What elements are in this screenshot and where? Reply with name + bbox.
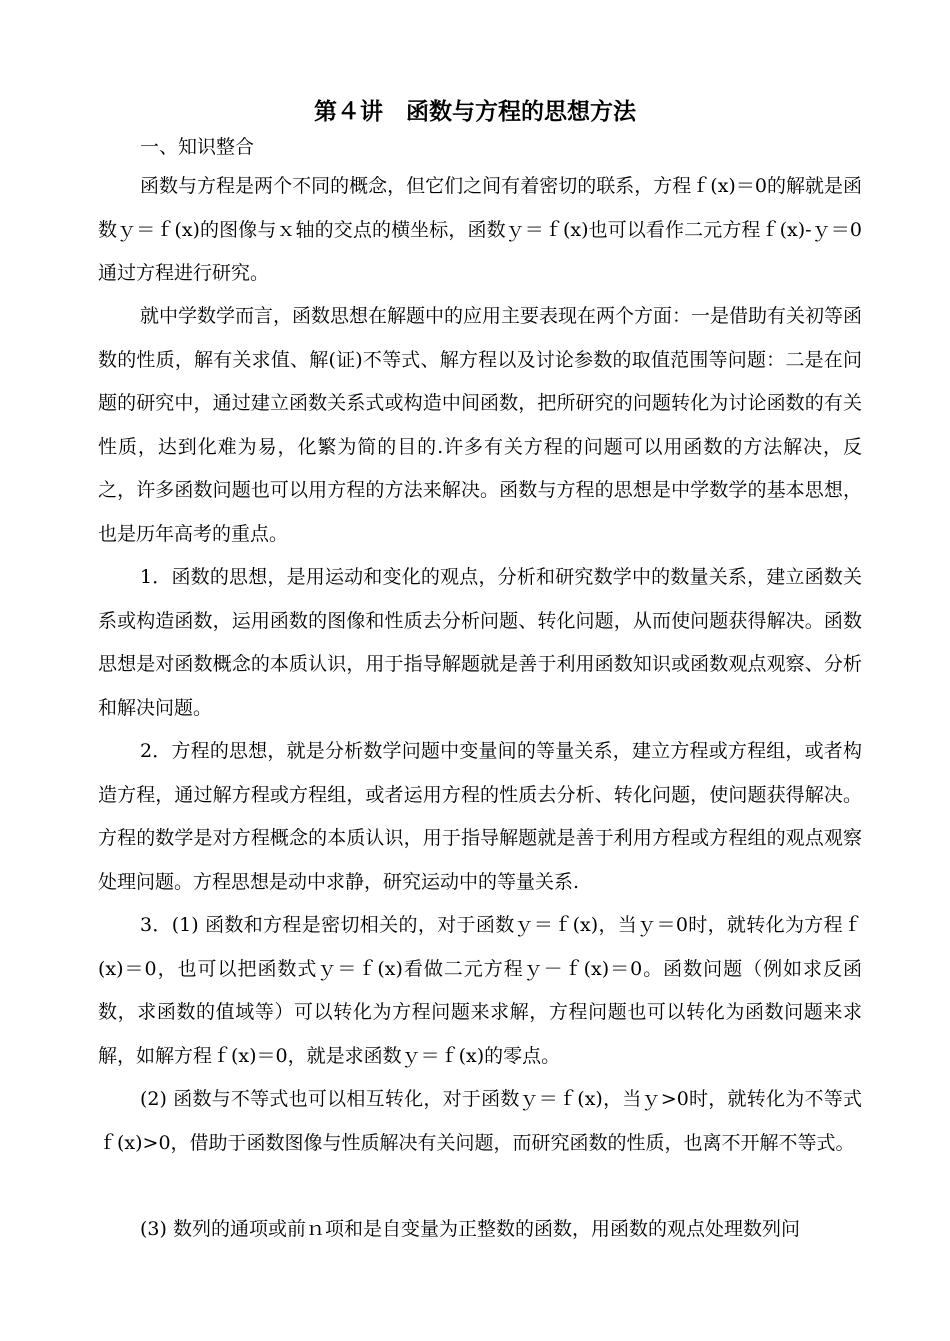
paragraph-function-idea: 1．函数的思想，是用运动和变化的观点，分析和研究数学中的数量关系，建立函数关系或构造函数，运用函数的图像和性质去分析问题、转化问题，从而使问题获得解决。函数思想是对函数概念的本质认识，用于指导解题就是善于利用函数知识或函数观点观察、分析和解决问题。 — [98, 566, 862, 719]
paragraph-equation-idea: 2．方程的思想，就是分析数学问题中变量间的等量关系，建立方程或方程组，或者构造方程，通过解方程或方程组，或者运用方程的性质去分析、转化问题，使问题获得解决。方程的数学是对方程概念的本质认识，用于指导解题就是善于利用方程或方程组的观点观察处理问题。方程思想是动中求静，研究运动中的等量关系. — [98, 740, 862, 893]
paragraph-relation-1: 3．(1) 函数和方程是密切相关的，对于函数ｙ＝ｆ(x)，当ｙ＝0时，就转化为方程ｆ(x)＝0，也可以把函数式ｙ＝ｆ(x)看做二元方程ｙ－ｆ(x)＝0。函数问题（例如求反函数，求函数的值域等）可以转化为方程问题来求解，方程问题也可以转化为函数问题来求解，如解方程ｆ(x)＝0，就是求函数ｙ＝ｆ(x)的零点。 — [98, 914, 862, 1067]
paragraph-relation-3: (3) 数列的通项或前ｎ项和是自变量为正整数的函数，用函数的观点处理数列问 — [140, 1218, 800, 1240]
paragraph-intro: 函数与方程是两个不同的概念，但它们之间有着密切的联系，方程ｆ(x)＝0的解就是函数ｙ＝ｆ(x)的图像与ｘ轴的交点的横坐标，函数ｙ＝ｆ(x)也可以看作二元方程ｆ(x)-ｙ＝0通过方程进行研究。 — [98, 175, 862, 284]
paragraph-application: 就中学数学而言，函数思想在解题中的应用主要表现在两个方面：一是借助有关初等函数的性质，解有关求值、解(证)不等式、解方程以及讨论参数的取值范围等问题：二是在问题的研究中，通过建立函数关系式或构造中间函数，把所研究的问题转化为讨论函数的有关性质，达到化难为易，化繁为简的目的.许多有关方程的问题可以用函数的方法解决，反之，许多函数问题也可以用方程的方法来解决。函数与方程的思想是中学数学的基本思想，也是历年高考的重点。 — [98, 305, 863, 545]
section-heading: 一、知识整合 — [140, 136, 255, 158]
page-title: 第４讲 函数与方程的思想方法 — [314, 98, 636, 125]
paragraph-relation-2: (2) 函数与不等式也可以相互转化，对于函数ｙ＝ｆ(x)，当ｙ>0时，就转化为不等式ｆ(x)>0，借助于函数图像与性质解决有关问题，而研究函数的性质，也离不开解不等式。 — [98, 1088, 862, 1154]
